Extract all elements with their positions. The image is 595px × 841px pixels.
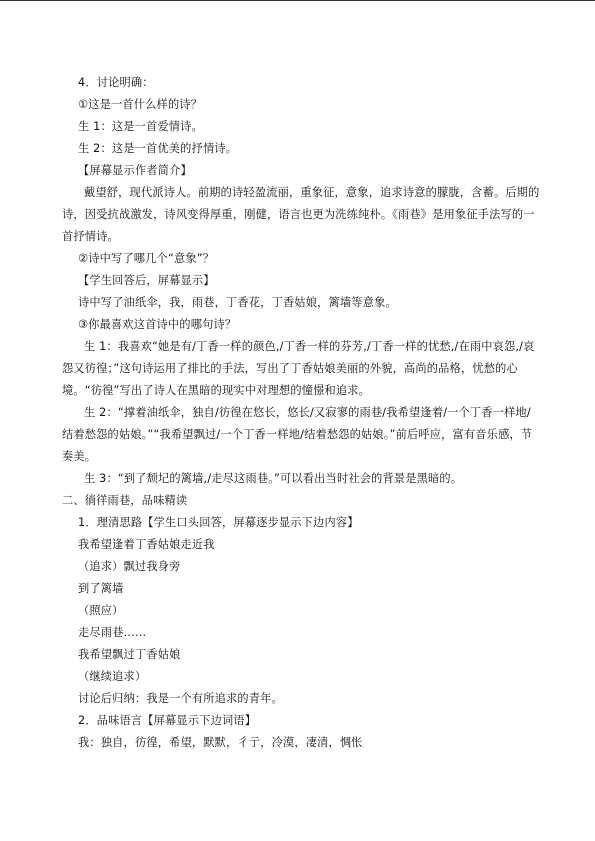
outline-line-3: 到了篱墙 [78,582,124,595]
word-list-line: 我：独自，彷徨，希望，默默，彳亍，冷漠，凄清，惆怅 [78,736,363,749]
author-intro-paragraph: 戴望舒，现代派诗人。前期的诗轻盈流丽，重象征，意象，追求诗意的朦胧，含蓄。后期的诗，因受抗战激发，诗风变得厚重，刚健，语言也更为洗练纯朴。《雨巷》是用象征手法写的一首抒情诗。 [62,186,540,243]
summary-line: 讨论后归纳：我是一个有所追求的青年。 [78,692,283,705]
outline-line-5: 走尽雨巷…… [78,626,147,639]
student-3-favorite: 生 3：“到了颓圮的篱墙,/走尽这雨巷。”可以看出当时社会的背景是黑暗的。 [84,472,463,485]
outline-line-2: （追求）飘过我身旁 [78,560,181,573]
question-3: ③你最喜欢这首诗中的哪句诗？ [78,318,237,331]
page-top-rule [0,0,595,1]
document-body [62,72,540,754]
student-2-answer: 生 2：这是一首优美的抒情诗。 [78,142,238,155]
question-1: ①这是一首什么样的诗？ [78,98,203,111]
outline-line-6: 我希望飘过丁香姑娘 [78,648,181,661]
question-2: ②诗中写了哪几个“意象”？ [78,252,215,265]
screen-author-intro-note: 【屏幕显示作者简介】 [78,164,192,177]
outline-line-1: 我希望逢着丁香姑娘走近我 [78,538,215,551]
outline-line-7: （继续追求） [78,670,147,683]
screen-display-note: 【学生回答后，屏幕显示】 [78,274,215,287]
outline-heading: 1．理清思路【学生口头回答，屏幕逐步显示下边内容】 [78,516,359,529]
language-heading: 2．品味语言【屏幕显示下边词语】 [78,714,257,727]
student-2-favorite: 生 2：“撑着油纸伞，独自/彷徨在悠长，悠长/又寂寥的雨巷/我希望逢着/一个丁香一样地/结着愁怨的姑娘。”“我希望飘过/一个丁香一样地/结着愁怨的姑娘。”前后呼应，富有音乐感，节奏美。 [62,406,533,463]
student-1-favorite: 生 1：我喜欢“她是有/丁香一样的颜色,/丁香一样的芬芳,/丁香一样的忧愁,/在雨中哀怨,/哀怨又彷徨；”这句诗运用了排比的手法，写出了丁香姑娘美丽的外貌，高尚的品格，忧愁的心境。“彷徨”写出了诗人在黑暗的现实中对理想的憧憬和追求。 [62,340,535,397]
step-4-heading: 4．讨论明确： [78,76,154,89]
student-1-answer: 生 1：这是一首爱情诗。 [78,120,203,133]
section-2-heading: 二、徜徉雨巷，品味精读 [62,494,188,507]
outline-line-4: （照应） [78,604,124,617]
imagery-answer: 诗中写了油纸伞，我，雨巷，丁香花，丁香姑娘，篱墙等意象。 [78,296,397,309]
